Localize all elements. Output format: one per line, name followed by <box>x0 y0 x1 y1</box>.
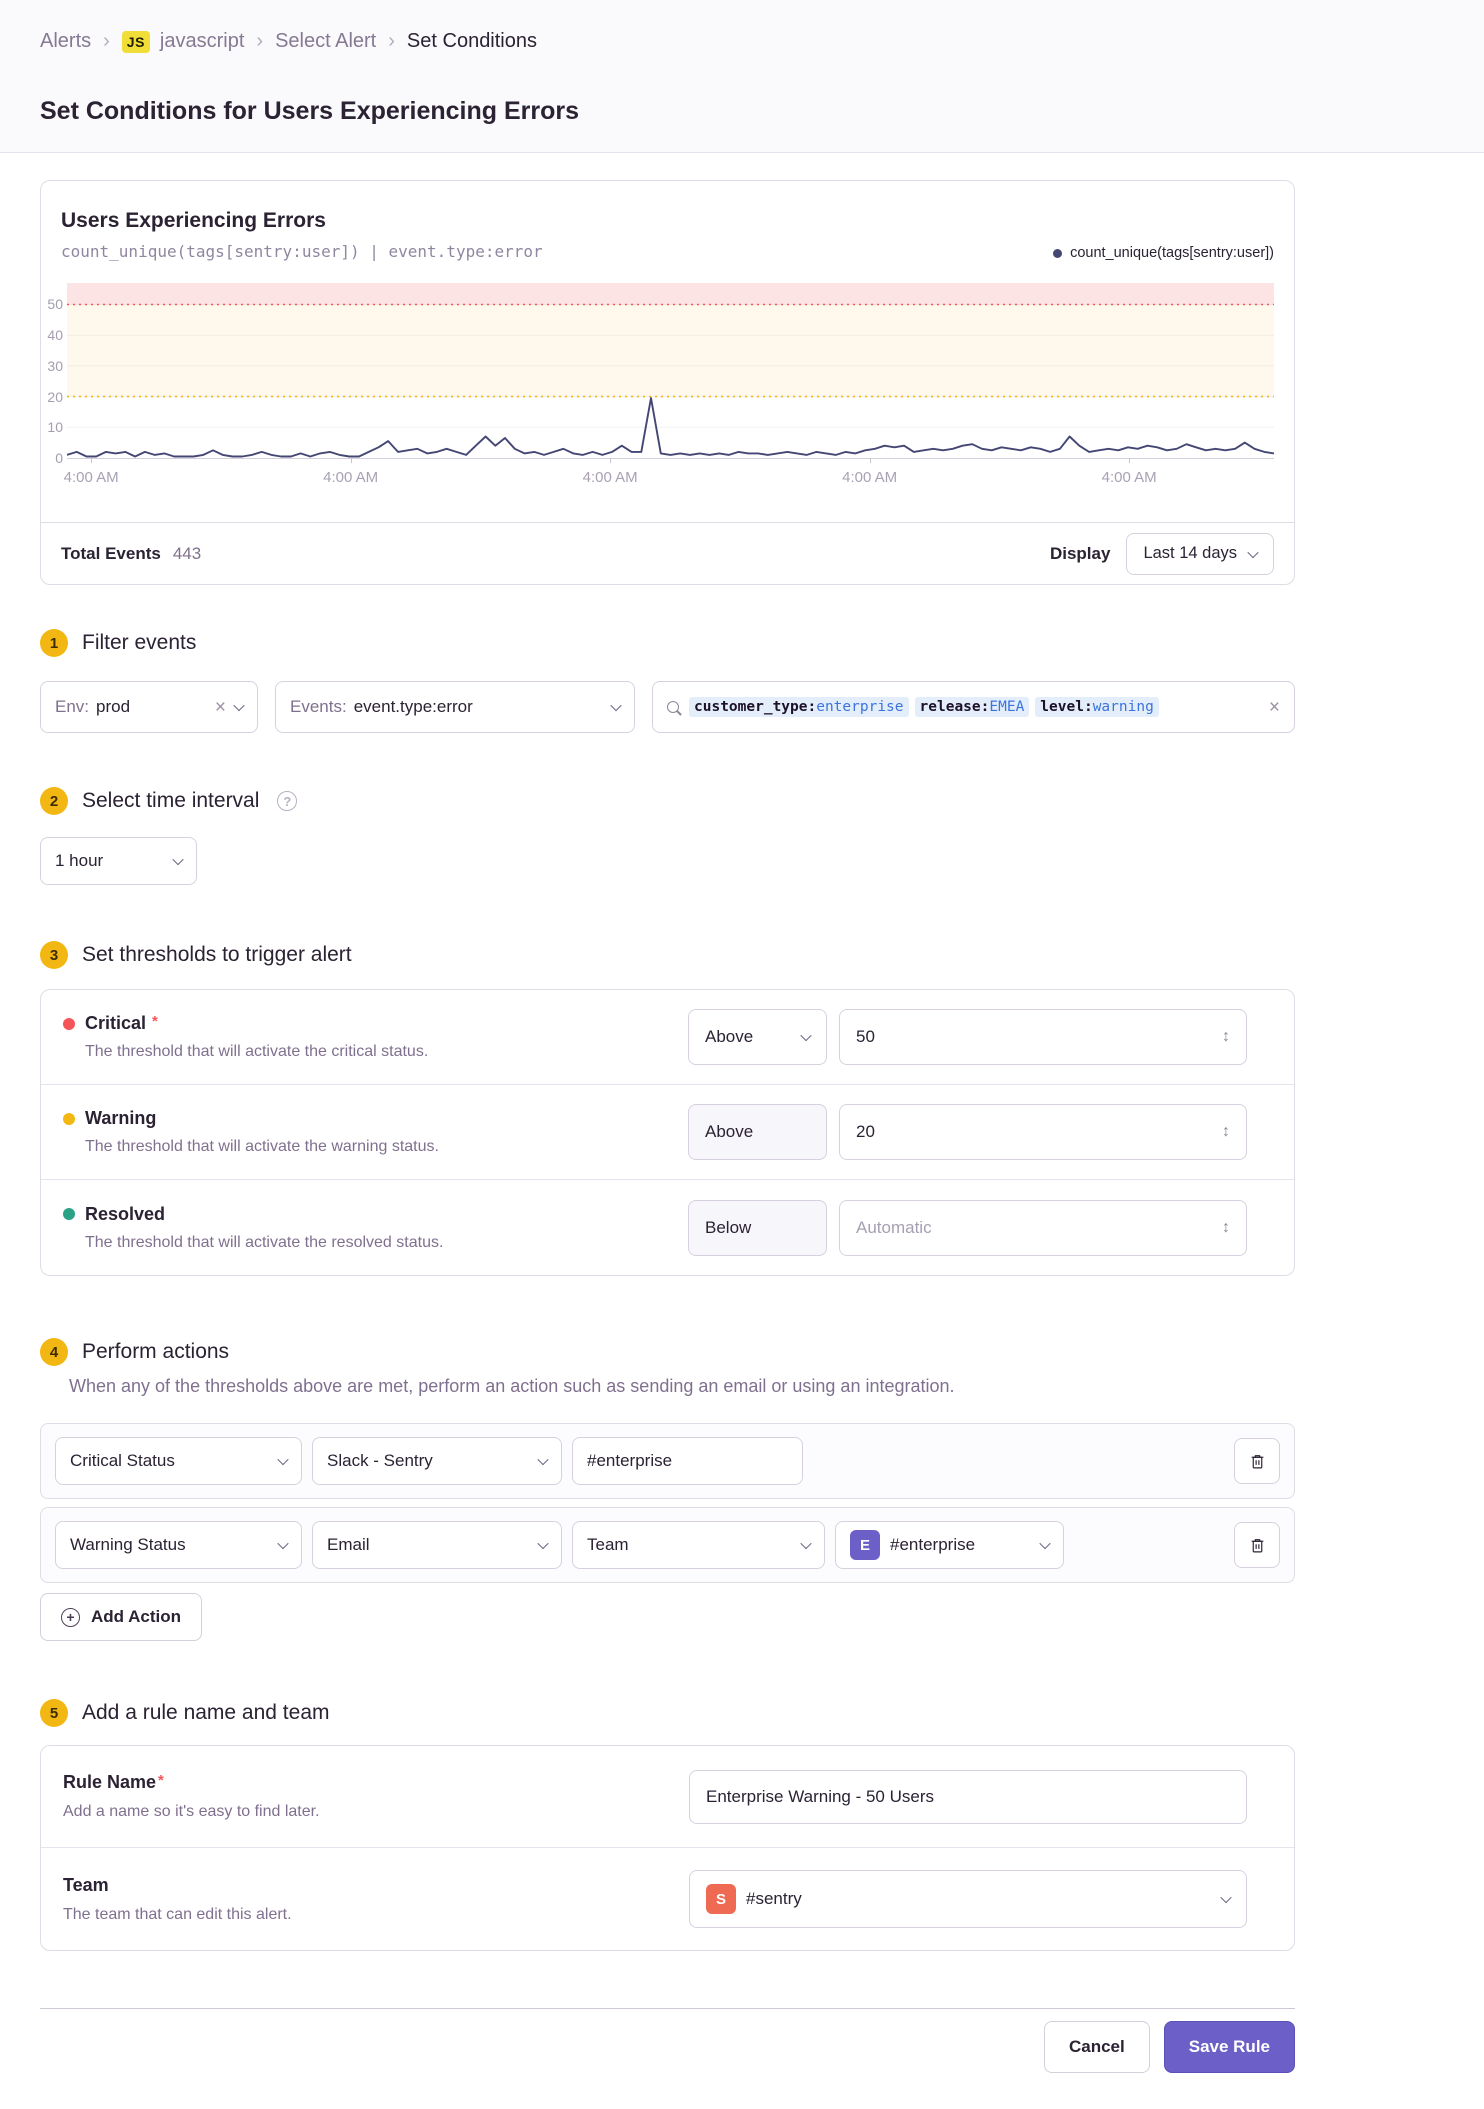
environment-prefix: Env: <box>55 697 90 716</box>
save-rule-button[interactable]: Save Rule <box>1164 2021 1295 2073</box>
section-filter-events <box>40 629 1295 733</box>
chevron-down-icon <box>277 1538 288 1549</box>
critical-threshold-input[interactable] <box>856 1027 1222 1047</box>
cancel-button[interactable]: Cancel <box>1044 2021 1150 2073</box>
action-status-select[interactable]: Critical Status <box>55 1437 302 1485</box>
action-integration-select[interactable]: Email <box>312 1521 562 1569</box>
time-range-select[interactable] <box>1126 533 1274 575</box>
breadcrumb-select-alert[interactable]: Select Alert <box>275 30 377 52</box>
total-events-value: 443 <box>172 543 202 563</box>
add-action-button[interactable]: + Add Action <box>40 1593 202 1641</box>
x-axis-tick <box>610 458 611 463</box>
environment-select[interactable] <box>40 681 258 733</box>
search-icon <box>667 701 679 713</box>
step-number-badge: 1 <box>40 629 68 657</box>
trash-icon <box>1249 1537 1266 1554</box>
x-axis-tick-label: 4:00 AM <box>842 469 898 486</box>
thresholds-panel <box>40 989 1295 1276</box>
y-axis-tick-label: 0 <box>55 450 63 466</box>
warning-status-dot-icon <box>63 1113 75 1125</box>
footer-divider <box>40 2008 1295 2009</box>
team-select[interactable]: S #sentry <box>689 1870 1247 1928</box>
section-time-interval <box>40 787 1295 885</box>
delete-action-button[interactable] <box>1234 1522 1280 1568</box>
page-footer <box>40 2021 1295 2073</box>
x-axis-tick-label: 4:00 AM <box>63 469 119 486</box>
events-prefix: Events: <box>290 697 347 716</box>
time-range-value: Last 14 days <box>1143 544 1237 562</box>
required-asterisk: * <box>152 1013 158 1030</box>
legend-dot-icon <box>1053 249 1062 258</box>
breadcrumb-current: Set Conditions <box>406 30 537 52</box>
x-axis-tick <box>1129 458 1130 463</box>
chart-legend <box>1053 245 1274 261</box>
rule-panel <box>40 1745 1295 1951</box>
action-row-warning <box>40 1507 1295 1583</box>
step-title-time-interval: Select time interval <box>82 789 260 812</box>
comparator-value: Below <box>705 1217 752 1237</box>
help-icon[interactable]: ? <box>277 791 297 811</box>
threshold-name: Warning <box>85 1108 157 1128</box>
total-events-label: Total Events <box>61 543 161 563</box>
chevron-down-icon <box>537 1454 548 1465</box>
time-interval-value: 1 hour <box>55 851 104 870</box>
step-title-perform-actions: Perform actions <box>82 1340 230 1363</box>
threshold-description: The threshold that will activate the critical status. <box>85 1043 429 1060</box>
action-status-select[interactable]: Warning Status <box>55 1521 302 1569</box>
environment-value: prod <box>96 697 131 716</box>
chevron-down-icon <box>233 700 244 711</box>
critical-status-dot-icon <box>63 1018 75 1030</box>
chevron-down-icon <box>1247 546 1258 557</box>
critical-threshold-input-wrap <box>839 1009 1247 1065</box>
resolved-comparator <box>688 1200 827 1256</box>
section-perform-actions <box>40 1338 1295 1641</box>
search-token[interactable]: release:EMEA <box>915 697 1030 717</box>
stepper-icon[interactable]: ↕ <box>1222 1028 1230 1045</box>
comparator-value: Above <box>705 1027 754 1046</box>
chevron-right-icon: › <box>103 30 110 52</box>
y-axis-tick-label: 50 <box>47 296 63 313</box>
team-label: Team <box>63 1874 109 1895</box>
required-asterisk: * <box>158 1772 164 1789</box>
chevron-down-icon <box>800 1538 811 1549</box>
breadcrumb-alerts[interactable]: Alerts <box>40 30 92 52</box>
step-title-filter-events: Filter events <box>82 631 197 654</box>
step-number-badge: 3 <box>40 941 68 969</box>
action-integration-select[interactable]: Slack - Sentry <box>312 1437 562 1485</box>
chevron-right-icon: › <box>388 30 395 52</box>
chevron-down-icon <box>1220 1892 1231 1903</box>
section-thresholds <box>40 941 1295 1276</box>
y-axis-tick-label: 40 <box>47 327 63 344</box>
metric-line-chart <box>67 283 1274 458</box>
page-header <box>0 0 1484 153</box>
action-channel-input[interactable] <box>587 1451 788 1471</box>
step-number-badge: 2 <box>40 787 68 815</box>
plus-circle-icon: + <box>61 1608 80 1627</box>
warning-threshold-input-wrap <box>839 1104 1247 1160</box>
legend-label: count_unique(tags[sentry:user]) <box>1070 245 1274 261</box>
clear-environment-icon[interactable]: × <box>214 696 226 718</box>
resolved-threshold-input-wrap <box>839 1200 1247 1256</box>
search-token-list <box>689 697 1259 717</box>
y-axis-tick-label: 20 <box>47 388 63 405</box>
critical-comparator-select[interactable] <box>688 1009 827 1065</box>
step-title-rule-name: Add a rule name and team <box>82 1701 330 1724</box>
chevron-right-icon: › <box>256 30 264 52</box>
step-number-badge: 4 <box>40 1338 68 1366</box>
chart-query: count_unique(tags[sentry:user]) | event.type:error <box>61 242 543 261</box>
x-axis-tick <box>351 458 352 463</box>
trash-icon <box>1249 1453 1266 1470</box>
rule-name-row <box>41 1746 1294 1848</box>
events-value: event.type:error <box>353 697 473 716</box>
resolved-threshold-input[interactable] <box>856 1218 1222 1238</box>
step-title-thresholds: Set thresholds to trigger alert <box>82 943 352 966</box>
threshold-row-warning <box>41 1085 1294 1180</box>
display-label: Display <box>1049 543 1111 563</box>
actions-description: When any of the thresholds above are met, perform an action such as sending an email or using an integration. <box>69 1376 955 1396</box>
clear-search-icon[interactable]: × <box>1268 696 1280 718</box>
chart-footer <box>41 522 1294 584</box>
chevron-down-icon <box>800 1030 811 1041</box>
y-axis-tick-label: 10 <box>47 419 63 436</box>
action-row-critical <box>40 1423 1295 1499</box>
team-avatar: S <box>706 1884 736 1914</box>
team-row <box>41 1848 1294 1950</box>
threshold-name: Resolved <box>85 1203 166 1224</box>
resolved-status-dot-icon <box>63 1208 75 1220</box>
search-token[interactable]: customer_type:enterprise <box>689 697 909 717</box>
x-axis-tick-label: 4:00 AM <box>582 469 638 486</box>
warning-comparator <box>688 1104 827 1160</box>
threshold-row-resolved <box>41 1180 1294 1275</box>
alert-rule-builder <box>40 180 1295 2109</box>
threshold-row-critical <box>41 990 1294 1085</box>
threshold-name: Critical <box>85 1013 147 1033</box>
chevron-down-icon <box>537 1538 548 1549</box>
time-interval-select[interactable] <box>40 837 197 885</box>
warning-threshold-input[interactable] <box>856 1122 1222 1142</box>
y-axis-tick-label: 30 <box>47 357 63 374</box>
x-axis-tick <box>870 458 871 463</box>
team-avatar: E <box>850 1530 880 1560</box>
project-platform-icon: JS <box>122 31 150 53</box>
action-channel-input-wrap <box>572 1437 803 1485</box>
x-axis-tick <box>91 458 92 463</box>
rule-name-input[interactable] <box>689 1770 1247 1824</box>
stepper-icon[interactable]: ↕ <box>1222 1218 1230 1236</box>
breadcrumb <box>40 30 1484 53</box>
search-token[interactable]: level:warning <box>1035 697 1159 717</box>
rule-name-description: Add a name so it's easy to find later. <box>63 1803 320 1820</box>
chart-plot-area <box>67 283 1274 459</box>
section-rule-name-team <box>40 1699 1295 1951</box>
rule-name-label: Rule Name <box>63 1772 157 1792</box>
chevron-down-icon <box>172 854 183 865</box>
delete-action-button[interactable] <box>1234 1438 1280 1484</box>
chevron-down-icon <box>277 1454 288 1465</box>
x-axis-tick-label: 4:00 AM <box>323 469 379 486</box>
breadcrumb-project[interactable]: javascript <box>159 30 245 52</box>
step-number-badge: 5 <box>40 1699 68 1727</box>
comparator-value: Above <box>705 1122 754 1141</box>
chart-plot <box>41 283 1294 509</box>
stepper-icon[interactable]: ↕ <box>1222 1123 1230 1140</box>
page-title: Set Conditions for Users Experiencing Errors <box>40 97 580 125</box>
events-type-select[interactable] <box>275 681 635 733</box>
chevron-down-icon <box>1039 1538 1050 1549</box>
chart-title: Users Experiencing Errors <box>61 209 326 232</box>
chart-panel <box>40 180 1295 585</box>
threshold-description: The threshold that will activate the resolved status. <box>85 1233 444 1251</box>
search-filter-input[interactable] <box>652 681 1295 733</box>
threshold-description: The threshold that will activate the warning status. <box>85 1138 439 1155</box>
action-team-select[interactable]: E #enterprise <box>835 1521 1064 1569</box>
action-target-type-select[interactable]: Team <box>572 1521 825 1569</box>
chevron-down-icon <box>610 700 621 711</box>
x-axis-tick-label: 4:00 AM <box>1101 469 1157 486</box>
team-description: The team that can edit this alert. <box>63 1905 292 1923</box>
